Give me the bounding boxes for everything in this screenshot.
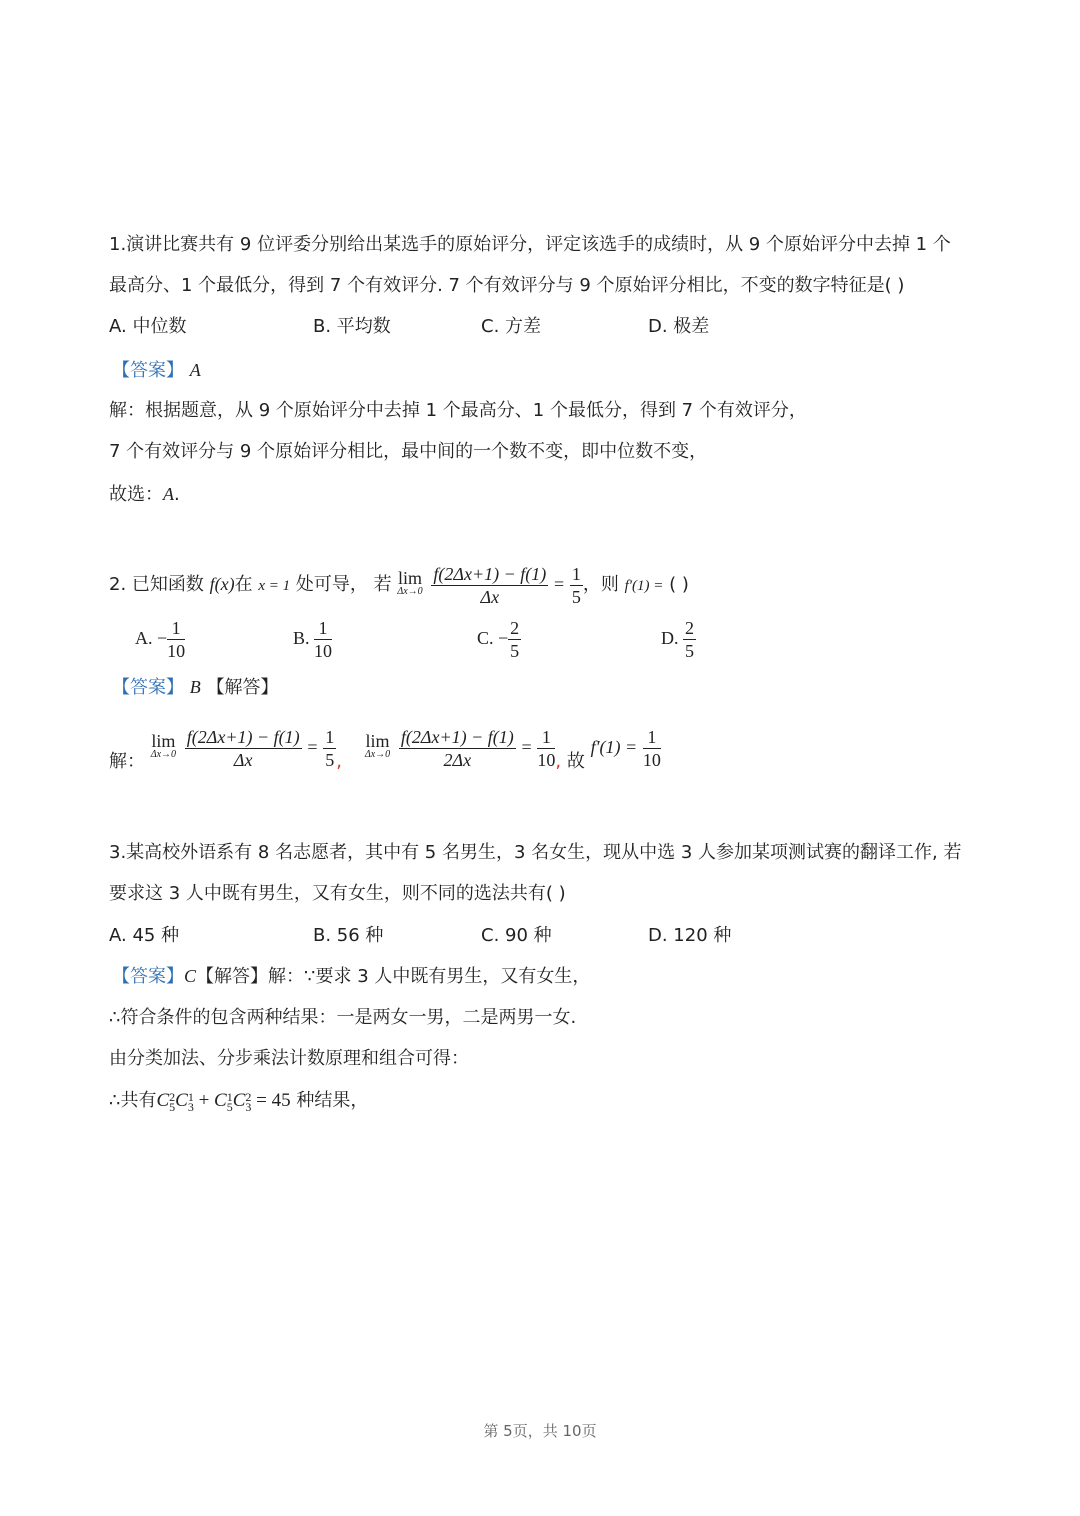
q1-option-c: C. 方差: [481, 316, 542, 337]
q3-option-b: B. 56 种: [313, 925, 384, 946]
q2-answer-value: B: [189, 677, 201, 697]
q2-sol-eq2: =: [521, 737, 532, 757]
q2-sol-comma1: ,: [336, 751, 342, 772]
q3-total-suffix: 种结果，: [296, 1090, 369, 1111]
q2-answer-extra: 【解答】: [206, 677, 279, 698]
q2-option-b-label: B.: [293, 628, 310, 648]
q3-option-c: C. 90 种: [481, 925, 552, 946]
q2-answer-tag: 【答案】: [112, 677, 184, 698]
q2-option-a: [135, 614, 185, 662]
q2-sol-lim1-text: lim: [151, 731, 176, 751]
q3-answer-value: C: [184, 966, 197, 986]
q2-sol-rhs2-den: 10: [537, 749, 556, 770]
q3-answer-rest: 【解答】解：∵要求 3 人中既有男生，又有女生，: [196, 966, 591, 987]
q2-lim-sub: Δx→0: [397, 586, 423, 597]
q1-conclusion-prefix: 故选：: [109, 484, 163, 505]
q1-solution-line1: 解：根据题意，从 9 个原始评分中去掉 1 个最高分、1 个最低分，得到 7 个有效评分，: [109, 400, 807, 421]
q2-limit: [397, 568, 423, 599]
q2-sol-rhs2: [537, 726, 555, 771]
q2-option-d-label: D.: [661, 628, 679, 648]
q3-total-value: = 45: [256, 1090, 291, 1111]
q1-option-b: B. 平均数: [313, 316, 391, 337]
q2-sol-num1: f(2Δx+1) − f(1): [186, 726, 300, 747]
q1-option-a: A. 中位数: [109, 316, 187, 337]
q3-solution-line1: ∴符合条件的包含两种结果：一是两女一男，二是两男一女.: [109, 1007, 577, 1028]
q2-mid1: 在: [234, 574, 253, 595]
q2-sol-rhs3: [643, 726, 661, 771]
q2-solution-prefix: 解：: [109, 751, 145, 772]
q2-function: f(x): [209, 574, 235, 594]
q2-limit-numerator: f(2Δx+1) − f(1): [433, 563, 547, 584]
q2-option-b-fraction: [314, 617, 332, 662]
q2-sol-rhs1-num: 1: [325, 726, 335, 747]
q2-prefix: 2. 已知函数: [109, 574, 204, 595]
q2-sol-den2: 2Δx: [443, 749, 472, 770]
q2-option-c-num: 2: [510, 618, 520, 639]
q2-option-a-fraction: [167, 617, 185, 662]
q1-solution-line2: 7 个有效评分与 9 个原始评分相比，最中间的一个数不变，即中位数不变，: [109, 441, 708, 462]
q2-rhs-numerator: 1: [571, 563, 581, 584]
q2-option-d-den: 5: [685, 641, 694, 662]
q2-sol-num2: f(2Δx+1) − f(1): [400, 726, 514, 747]
q2-sol-lim2-sub: Δx→0: [364, 749, 391, 760]
q2-sol-rhs3-num: 1: [643, 726, 661, 749]
q2-sol-limit-2: [364, 731, 391, 762]
q2-sol-rhs1-den: 5: [325, 749, 335, 770]
q2-option-d-fraction: [683, 617, 696, 662]
q2-sol-limit-1: [150, 731, 177, 762]
q1-answer: [112, 358, 201, 383]
q2-sol-rhs1: [323, 726, 336, 771]
q3-option-a: A. 45 种: [109, 925, 180, 946]
q1-answer-tag: 【答案】: [112, 360, 184, 381]
q2-rhs-denominator: 5: [571, 586, 581, 607]
q2-option-b: [293, 614, 332, 662]
q3-answer: [112, 964, 590, 989]
q2-option-a-den: 10: [167, 641, 186, 662]
q2-option-d: [661, 614, 696, 662]
q3-option-d: D. 120 种: [648, 925, 732, 946]
q2-sol-lim1-sub: Δx→0: [150, 749, 177, 760]
q2-limit-denominator: Δx: [480, 586, 500, 607]
q2-solution: [109, 722, 661, 774]
q1-conclusion-answer: A: [163, 484, 174, 504]
q1-option-d: D. 极差: [648, 316, 710, 337]
q2-option-a-sign: −: [157, 628, 168, 648]
q3-combination-expression: C 2 5 C 1 3 + C 1 5 C 2 3: [156, 1089, 252, 1114]
q2-option-a-num: 1: [167, 617, 185, 640]
q2-sol-eq1: =: [307, 737, 318, 757]
q1-answer-value: A: [189, 360, 201, 380]
q2-option-b-den: 10: [314, 641, 333, 662]
q3-solution-line3: [109, 1089, 368, 1113]
q2-sol-fraction-1: [185, 726, 302, 771]
q2-option-c-fraction: [508, 617, 521, 662]
q1-stem-line2: 最高分、1 个最低分，得到 7 个有效评分. 7 个有效评分与 9 个原始评分相比，不变的数字特征是( ): [109, 275, 905, 296]
q2-sol-den1: Δx: [233, 749, 253, 770]
q2-mid2: 处可导， 若: [295, 574, 392, 595]
q3-solution-line2: 由分类加法、分步乘法计数原理和组合可得：: [109, 1048, 469, 1069]
q2-fprime: f′(1) =: [624, 578, 664, 594]
q2-option-c-label: C.: [477, 628, 494, 648]
q2-equals: =: [553, 574, 565, 594]
q2-paren: ( ): [669, 574, 689, 595]
q2-answer: [112, 675, 278, 700]
q2-then: ，则: [582, 574, 619, 595]
q2-stem: [109, 560, 689, 610]
q2-sol-so: 故: [566, 751, 585, 772]
q3-answer-tag: 【答案】: [112, 966, 184, 987]
q1-stem-line1: 1.演讲比赛共有 9 位评委分别给出某选手的原始评分，评定该选手的成绩时，从 9 个原始评分中去掉 1 个: [109, 234, 951, 255]
q2-sol-lim2-text: lim: [365, 731, 390, 751]
q3-stem-line1: 3.某高校外语系有 8 名志愿者，其中有 5 名男生，3 名女生，现从中选 3 人参加某项测试赛的翻译工作, 若: [109, 842, 962, 863]
q2-sol-fprime: f′(1) =: [590, 737, 638, 757]
q2-option-d-num: 2: [685, 618, 694, 639]
q2-option-c-sign: −: [498, 628, 509, 648]
q2-condition: x = 1: [258, 578, 291, 594]
q2-option-c-den: 5: [510, 641, 520, 662]
q2-sol-rhs2-num: 1: [537, 726, 555, 749]
page-footer: 第 5页，共 10页: [483, 1422, 597, 1440]
q2-lim-text: lim: [397, 568, 422, 588]
q1-conclusion-suffix: .: [174, 484, 180, 505]
q2-option-c: [477, 614, 521, 662]
q3-stem-line2: 要求这 3 人中既有男生，又有女生，则不同的选法共有( ): [109, 883, 566, 904]
q2-rhs-fraction: [570, 563, 583, 608]
q2-limit-fraction: [431, 563, 548, 608]
q3-total-prefix: ∴共有: [109, 1090, 157, 1111]
q2-sol-fraction-2: [399, 726, 516, 771]
q2-option-b-num: 1: [314, 617, 332, 640]
q2-sol-comma2: ,: [555, 751, 562, 772]
q1-solution-line3: [109, 482, 180, 507]
q2-option-a-label: A.: [135, 628, 153, 648]
q2-sol-rhs3-den: 10: [642, 749, 661, 770]
